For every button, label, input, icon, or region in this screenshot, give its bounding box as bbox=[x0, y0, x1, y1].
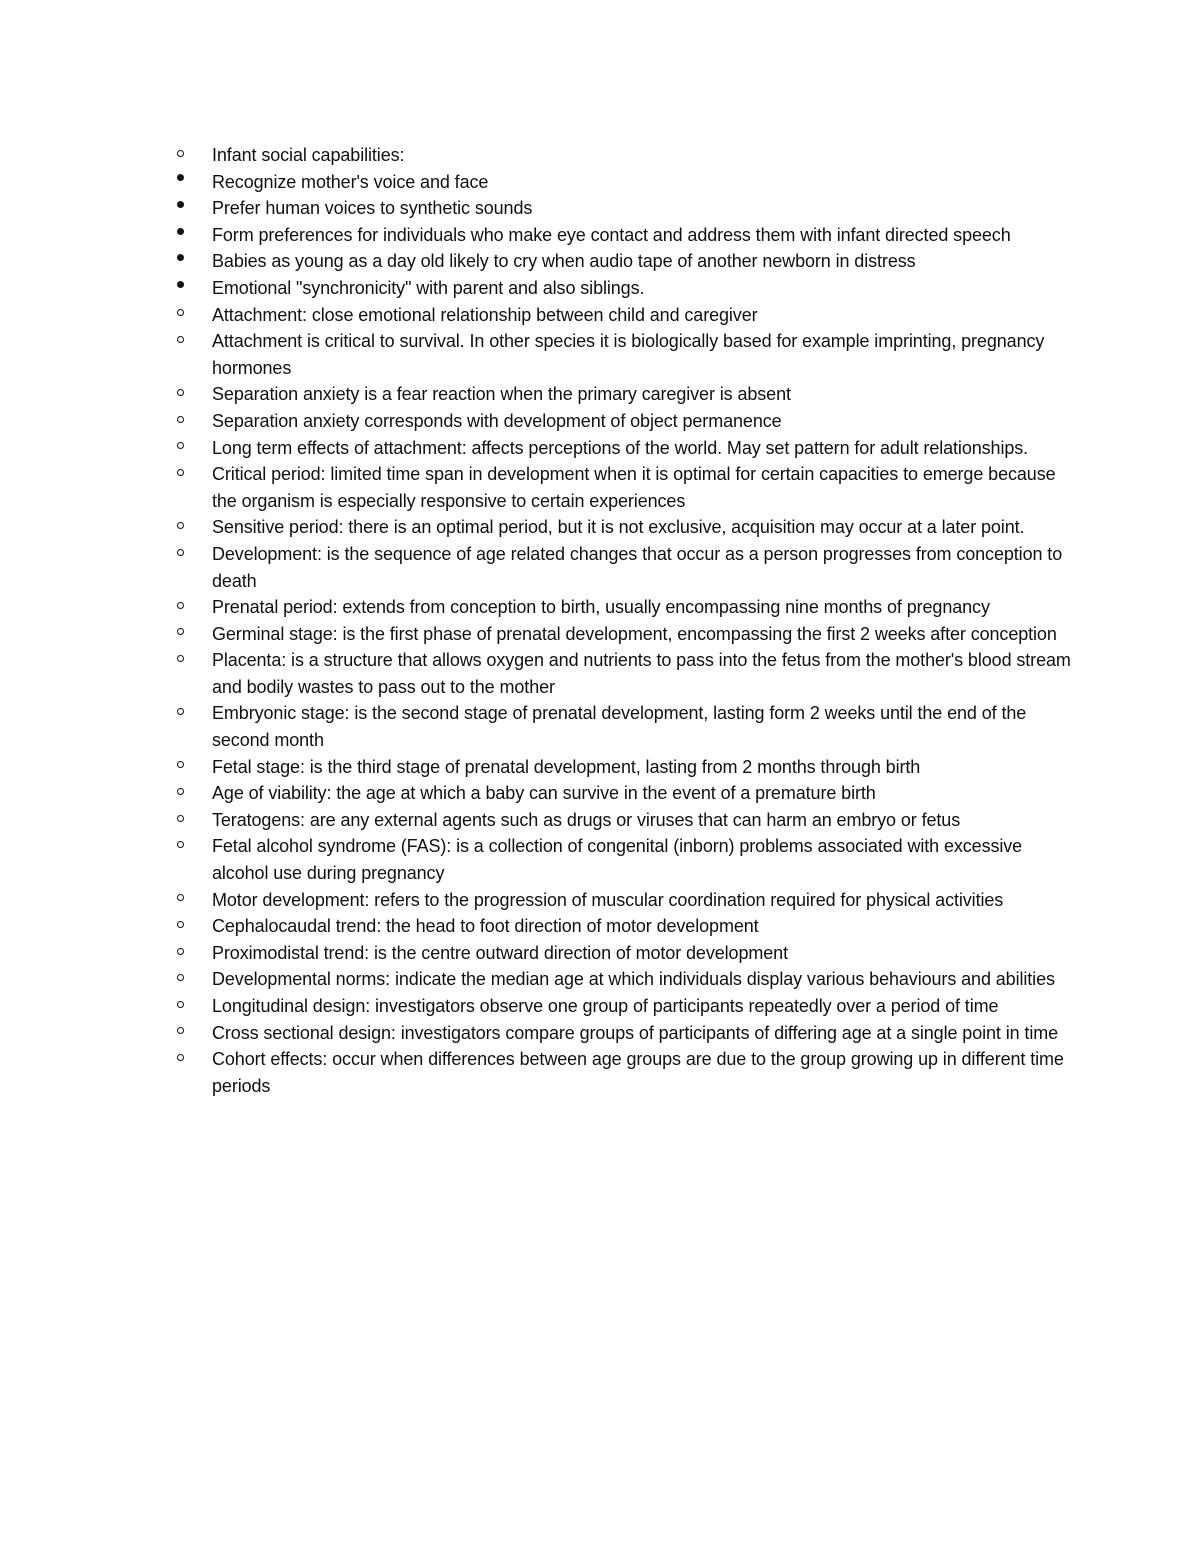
list-item bbox=[172, 780, 1072, 807]
list-item-text: Developmental norms: indicate the median age at which individuals display various behaviours and abilities bbox=[212, 969, 1055, 990]
list-item bbox=[172, 913, 1072, 940]
bullet-disc-icon bbox=[172, 195, 188, 222]
list-item-text: Separation anxiety is a fear reaction when the primary caregiver is absent bbox=[212, 384, 791, 405]
bullet-circle-icon bbox=[172, 302, 188, 329]
bullet-circle-icon bbox=[172, 408, 188, 435]
list-item-text: Cross sectional design: investigators compare groups of participants of differing age at a single point in time bbox=[212, 1022, 1059, 1043]
bullet-circle-icon bbox=[172, 780, 188, 807]
bullet-circle-icon bbox=[172, 754, 188, 781]
list-item bbox=[172, 833, 1072, 886]
list-item bbox=[172, 461, 1072, 514]
bullet-circle-icon bbox=[172, 993, 188, 1020]
list-item bbox=[172, 222, 1072, 249]
bullet-circle-icon bbox=[172, 647, 188, 674]
list-item bbox=[172, 275, 1072, 302]
list-item-text: Infant social capabilities: bbox=[212, 145, 405, 165]
bullet-circle-icon bbox=[172, 966, 188, 993]
list-item-text: Babies as young as a day old likely to cry when audio tape of another newborn in distress bbox=[212, 251, 916, 272]
list-item bbox=[172, 169, 1072, 196]
list-item-text: Longitudinal design: investigators observe one group of participants repeatedly over a period of time bbox=[212, 996, 999, 1016]
bullet-disc-icon bbox=[172, 248, 188, 275]
list-item-text: Sensitive period: there is an optimal period, but it is not exclusive, acquisition may occur at a later point. bbox=[212, 517, 1025, 538]
bullet-disc-icon bbox=[172, 275, 188, 302]
list-item bbox=[172, 807, 1072, 834]
list-item bbox=[172, 435, 1072, 462]
list-item-text: Development: is the sequence of age related changes that occur as a person progresses from conception to death bbox=[212, 543, 1063, 591]
bullet-circle-icon bbox=[172, 142, 188, 169]
list-item bbox=[172, 248, 1072, 275]
list-item-text: Separation anxiety corresponds with development of object permanence bbox=[212, 410, 782, 431]
bullet-circle-icon bbox=[172, 1046, 188, 1073]
list-item-text: Prefer human voices to synthetic sounds bbox=[212, 198, 533, 219]
list-item-text: Attachment: close emotional relationship between child and caregiver bbox=[212, 304, 758, 325]
list-item-text: Germinal stage: is the first phase of prenatal development, encompassing the first 2 weeks after conception bbox=[212, 623, 1057, 644]
bullet-circle-icon bbox=[172, 887, 188, 914]
notes-list bbox=[172, 142, 1072, 1099]
list-item bbox=[172, 594, 1072, 621]
list-item bbox=[172, 1020, 1072, 1047]
list-item bbox=[172, 408, 1072, 435]
list-item bbox=[172, 541, 1072, 594]
list-item-text: Prenatal period: extends from conception to birth, usually encompassing nine months of pregnancy bbox=[212, 597, 990, 618]
list-item bbox=[172, 328, 1072, 381]
list-item-text: Placenta: is a structure that allows oxygen and nutrients to pass into the fetus from the mother's blood stream and bodily wastes to pass out to the mother bbox=[212, 650, 1071, 697]
list-item bbox=[172, 966, 1072, 993]
list-item bbox=[172, 1046, 1072, 1099]
list-item bbox=[172, 302, 1072, 329]
list-item-text: Fetal stage: is the third stage of prenatal development, lasting from 2 months through birth bbox=[212, 756, 921, 777]
list-item bbox=[172, 647, 1072, 700]
list-item-text: Age of viability: the age at which a baby can survive in the event of a premature birth bbox=[212, 783, 876, 804]
list-item bbox=[172, 195, 1072, 222]
list-item bbox=[172, 940, 1072, 967]
bullet-circle-icon bbox=[172, 807, 188, 834]
bullet-circle-icon bbox=[172, 435, 188, 462]
list-item bbox=[172, 700, 1072, 753]
bullet-disc-icon bbox=[172, 222, 188, 249]
list-item bbox=[172, 142, 1072, 169]
bullet-circle-icon bbox=[172, 541, 188, 568]
list-item-text: Proximodistal trend: is the centre outward direction of motor development bbox=[212, 942, 788, 963]
list-item bbox=[172, 621, 1072, 648]
list-item-text: Teratogens: are any external agents such as drugs or viruses that can harm an embryo or fetus bbox=[212, 809, 961, 830]
bullet-circle-icon bbox=[172, 833, 188, 860]
list-item-text: Cephalocaudal trend: the head to foot direction of motor development bbox=[212, 916, 759, 937]
list-item bbox=[172, 754, 1072, 781]
list-item-text: Critical period: limited time span in development when it is optimal for certain capacities to emerge because the organism is especially responsive to certain experiences bbox=[212, 464, 1056, 511]
list-item-text: Emotional "synchronicity" with parent and also siblings. bbox=[212, 277, 645, 298]
bullet-circle-icon bbox=[172, 328, 188, 355]
bullet-circle-icon bbox=[172, 940, 188, 967]
list-item bbox=[172, 887, 1072, 914]
bullet-disc-icon bbox=[172, 169, 188, 196]
list-item bbox=[172, 993, 1072, 1020]
list-item-text: Motor development: refers to the progression of muscular coordination required for physical activities bbox=[212, 889, 1004, 910]
list-item-text: Embryonic stage: is the second stage of prenatal development, lasting form 2 weeks until the end of the second month bbox=[212, 703, 1027, 751]
list-item bbox=[172, 381, 1072, 408]
bullet-circle-icon bbox=[172, 381, 188, 408]
bullet-circle-icon bbox=[172, 461, 188, 488]
list-item bbox=[172, 514, 1072, 541]
bullet-circle-icon bbox=[172, 913, 188, 940]
bullet-circle-icon bbox=[172, 594, 188, 621]
list-item-text: Cohort effects: occur when differences between age groups are due to the group growing up in different time periods bbox=[212, 1049, 1064, 1096]
list-item-text: Long term effects of attachment: affects perceptions of the world. May set pattern for adult relationships. bbox=[212, 437, 1029, 458]
list-item-text: Attachment is critical to survival. In other species it is biologically based for example imprinting, pregnancy hormones bbox=[212, 331, 1045, 378]
list-item-text: Recognize mother's voice and face bbox=[212, 171, 489, 192]
bullet-circle-icon bbox=[172, 514, 188, 541]
list-item-text: Fetal alcohol syndrome (FAS): is a collection of congenital (inborn) problems associated with excessive alcohol use during pregnancy bbox=[212, 836, 1023, 884]
bullet-circle-icon bbox=[172, 700, 188, 727]
bullet-circle-icon bbox=[172, 1020, 188, 1047]
list-item-text: Form preferences for individuals who make eye contact and address them with infant directed speech bbox=[212, 224, 1011, 245]
bullet-circle-icon bbox=[172, 621, 188, 648]
